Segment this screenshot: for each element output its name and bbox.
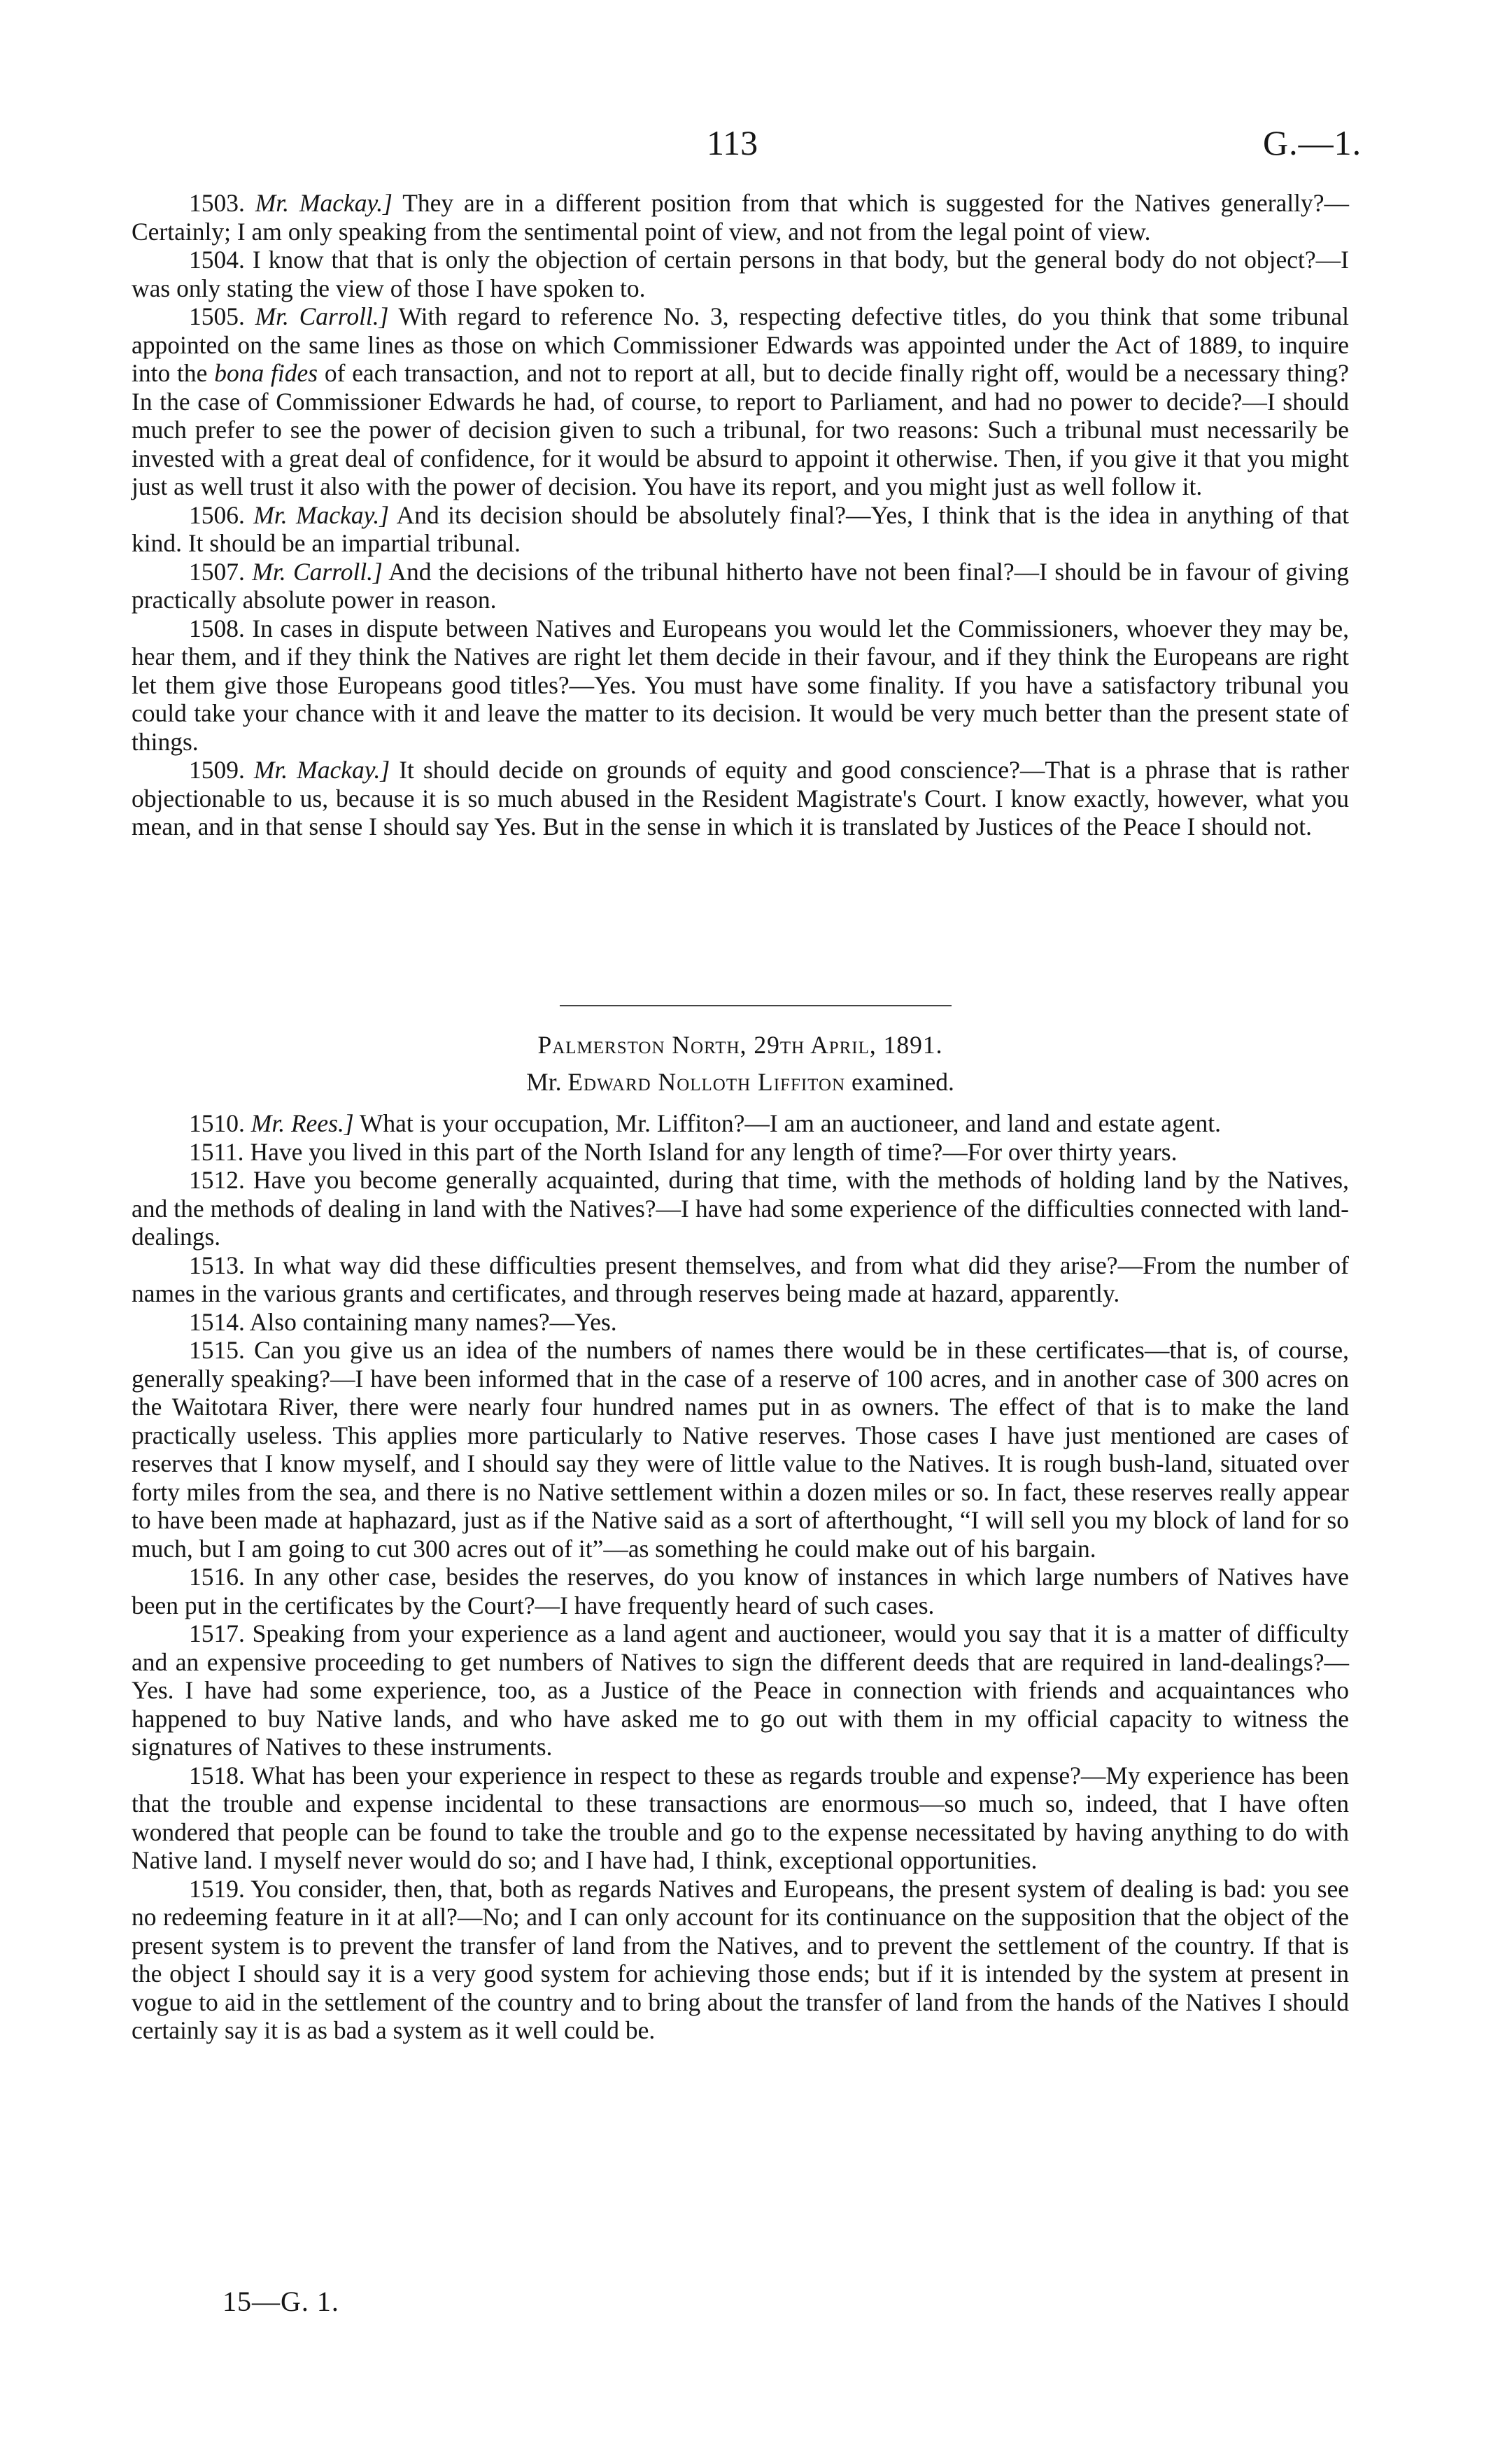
question-paragraph: 1519. You consider, then, that, both as regards Natives and Europeans, the present system of dealing is bad: you see no redeeming feature in it at all?—No; and I can only account for its continuance on the supposition that the object of the present system is to prevent the transfer of land from the Natives, and to prevent the settlement of the country. If that is the object I should say it is a very good system for achieving those ends; but if it is intended by the system at present in vogue to aid in the settlement of the country and to bring about the transfer of land from the hands of the Natives I should certainly say it is as bad a system as it well could be. [132, 1874, 1349, 2044]
question-paragraph: 1508. In cases in dispute between Natives and Europeans you would let the Commissioners, whoever they may be, hear them, and if they think the Natives are right let them decide in their favour, and if they think the Europeans are right let them give those Europeans good titles?—Yes. You must have some finality. If you have a satisfactory tribunal you could take your chance with it and leave the matter to its decision. It would be very much better than the present state of things. [132, 614, 1349, 756]
question-paragraph: 1507. Mr. Carroll.] And the decisions of the tribunal hitherto have not been final?—I should be in favour of giving practically absolute power in reason. [132, 557, 1350, 614]
question-paragraph: 1518. What has been your experience in respect to these as regards trouble and expense?—My experience has been that the trouble and expense incidental to these transactions are enormous—so much so, indeed, that I have often wondered that people can be found to take the trouble and go to the expense necessitated by having anything to do with Native land. I myself never would do so; and I have had, I think, exceptional opportunities. [132, 1761, 1349, 1874]
question-paragraph: 1505. Mr. Carroll.] With regard to reference No. 3, respecting defective titles, do you think that some tribunal appointed on the same lines as those on which Commissioner Edwards was appointed under the Act of 1889, to inquire into the bona fides of each transaction, and not to report at all, but to decide finally right off, would be a necessary thing? In the case of Commissioner Edwards he had, of course, to report to Parliament, and had no power to decide?—I should much prefer to see the power of decision given to such a tribunal, for two reasons: Such a tribunal must necessarily be invested with a great deal of confidence, for it would be absurd to appoint it otherwise. Then, if you give it that you might just as well trust it also with the power of decision. You have its report, and you might just as well follow it. [132, 302, 1349, 500]
question-paragraph: 1514. Also containing many names?—Yes. [189, 1307, 617, 1336]
question-paragraph: 1503. Mr. Mackay.] They are in a different position from that which is suggested for the Natives generally?—Certainly; I am only speaking from the sentimental point of view, and not from the legal point of view. [132, 189, 1350, 246]
question-paragraph: 1509. Mr. Mackay.] It should decide on grounds of equity and good conscience?—That is a phrase that is rather objectionable to us, because it is so much abused in the Resident Magistrate's Court. I know exactly, however, what you mean, and in that sense I should say Yes. But in the sense in which it is translated by Justices of the Peace I should not. [132, 756, 1350, 840]
printer-signature: 15—G. 1. [222, 2286, 339, 2317]
witness-heading: Mr. Edward Nolloth Liffiton examined. [526, 1068, 954, 1096]
question-paragraph: 1510. Mr. Rees.] What is your occupation, Mr. Liffiton?—I am an auctioneer, and land and estate agent. [189, 1109, 1222, 1137]
question-paragraph: 1511. Have you lived in this part of the North Island for any length of time?—For over thirty years. [189, 1137, 1178, 1166]
question-paragraph: 1506. Mr. Mackay.] And its decision should be absolutely final?—Yes, I think that is the idea in anything of that kind. It should be an impartial tribunal. [132, 500, 1350, 557]
document-reference: G.—1. [1263, 123, 1362, 162]
session-place-date: Palmerston North, 29th April, 1891. [537, 1031, 943, 1059]
question-paragraph: 1504. I know that that is only the objection of certain persons in that body, but the general body do not object?—I was only stating the view of those I have spoken to. [132, 246, 1349, 302]
question-paragraph: 1512. Have you become generally acquainted, during that time, with the methods of holding land by the Natives, and the methods of dealing in land with the Natives?—I have had some experience of the difficulties connected with land-dealings. [132, 1166, 1349, 1251]
witness-name: Edward Nolloth Liffiton [567, 1068, 846, 1096]
question-paragraph: 1516. In any other case, besides the reserves, do you know of instances in which large numbers of Natives have been put in the certificates by the Court?—I have frequently heard of such cases. [132, 1563, 1349, 1619]
question-paragraph: 1513. In what way did these difficulties present themselves, and from what did they arise?—From the number of names in the various grants and certificates, and through reserves being made at hazard, apparently. [132, 1251, 1349, 1307]
page-number: 113 [707, 123, 758, 162]
question-paragraph: 1517. Speaking from your experience as a land agent and auctioneer, would you say that it is a matter of difficulty and an expensive proceeding to get numbers of Natives to sign the different deeds that are required in land-dealings?—Yes. I have had some experience, too, as a Justice of the Peace in connection with friends and acquaintances who happened to buy Native lands, and who have asked me to go out with them in my official capacity to witness the signatures of Natives to these instruments. [132, 1619, 1349, 1761]
section-divider [560, 1005, 952, 1006]
evidence-section-2 [132, 1109, 1349, 2045]
evidence-section-1 [132, 189, 1349, 841]
question-paragraph: 1515. Can you give us an idea of the numbers of names there would be in these certificates—that is, of course, generally speaking?—I have been informed that in the case of a reserve of 100 acres, and in another case of 300 acres on the Waitotara River, there were nearly four hundred names put in as owners. The effect of that is to make the land practically useless. This applies more particularly to Native reserves. Those cases I have just mentioned are cases of reserves that I know myself, and I should say they were of little value to the Natives. It is rough bush-land, situated over forty miles from the sea, and there is no Native settlement within a dozen miles or so. In fact, these reserves really appear to have been made at haphazard, just as if the Native said as a sort of afterthought, “I will sell you my block of land for so much, but I am going to cut 300 acres out of it”—as something he could make out of his bargain. [132, 1336, 1349, 1563]
